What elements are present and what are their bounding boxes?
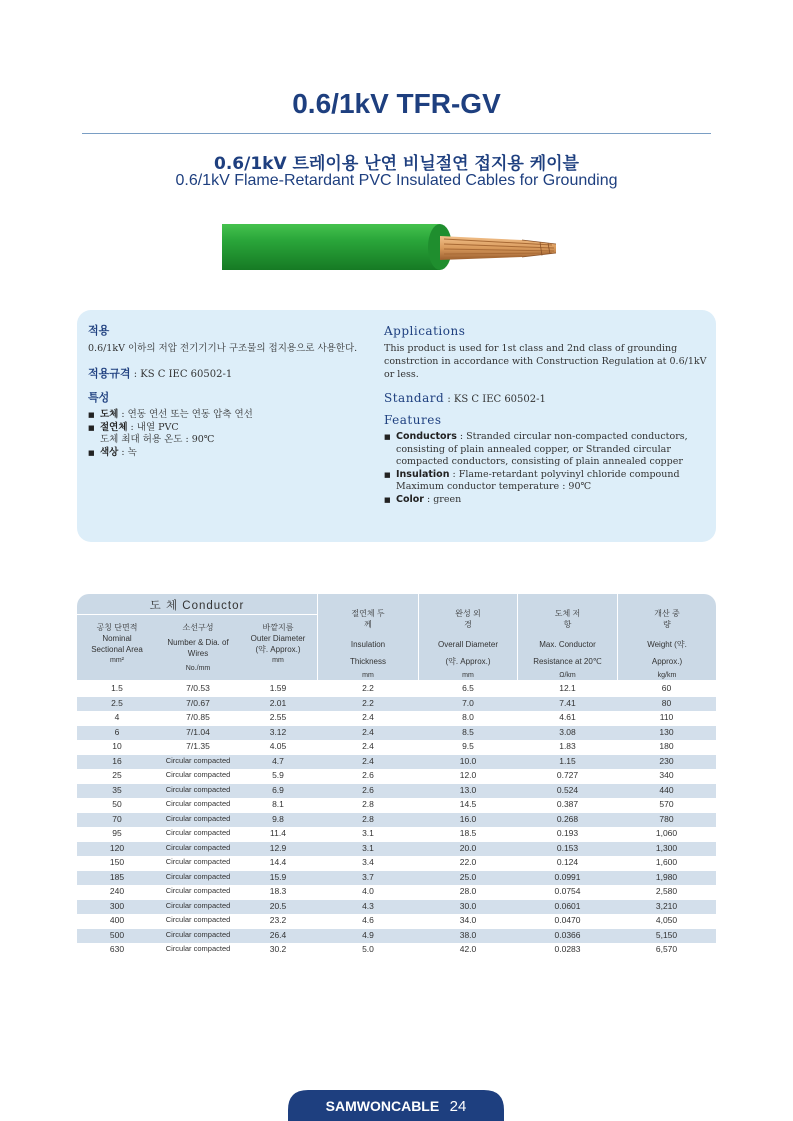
- table-row: [77, 726, 716, 741]
- features-list-en: [384, 431, 714, 506]
- table-cell: 7/0.53: [186, 683, 210, 693]
- column-header-outer-diameter: 바깥지름 Outer Diameter (약. Approx.) mm: [250, 623, 306, 664]
- table-cell: 630: [109, 944, 125, 954]
- table-cell: 28.0: [459, 886, 477, 896]
- table-cell: 180: [659, 741, 674, 751]
- table-cell: 7/0.85: [186, 712, 210, 722]
- table-cell: 4.9: [362, 929, 374, 940]
- table-cell: 2.2: [362, 683, 374, 693]
- conductor-group-divider: [77, 614, 317, 615]
- table-cell: Circular compacted: [165, 857, 231, 866]
- table-row: [77, 769, 716, 784]
- table-row: [77, 885, 716, 900]
- table-cell: 13.0: [459, 784, 477, 795]
- table-cell: Circular compacted: [165, 842, 231, 852]
- table-cell: Circular compacted: [165, 915, 231, 924]
- table-cell: 3.4: [362, 857, 374, 867]
- table-cell: 7.0: [462, 697, 474, 708]
- table-cell: 1,300: [655, 842, 678, 853]
- table-cell: 240: [109, 886, 125, 896]
- table-cell: 2.4: [362, 755, 374, 766]
- table-cell: Circular compacted: [165, 900, 231, 910]
- table-cell: 1.59: [269, 683, 287, 693]
- table-cell: 2.6: [362, 784, 374, 795]
- table-cell: 1,060: [655, 828, 678, 838]
- table-cell: 185: [109, 871, 125, 882]
- table-cell: 0.0366: [554, 929, 581, 940]
- column-header-area: 공칭 단면적 Nominal Sectional Area mm²: [91, 623, 143, 664]
- table-cell: 34.0: [459, 915, 477, 925]
- table-cell: 1,600: [655, 857, 678, 867]
- applications-text-en: This product is used for 1st class and 2nd class of grounding constrction in accordance with Construction Regulation at 0.6/1kV or less.: [384, 343, 707, 380]
- table-cell: 230: [659, 755, 674, 766]
- table-cell: Circular compacted: [165, 770, 231, 779]
- table-cell: 110: [659, 712, 674, 722]
- table-cell: 0.0601: [554, 900, 581, 911]
- subtitle-english: 0.6/1kV Flame-Retardant PVC Insulated Cables for Grounding: [175, 172, 618, 189]
- table-cell: 25: [112, 770, 122, 780]
- table-cell: 50: [112, 799, 122, 809]
- table-cell: 30.0: [459, 900, 477, 911]
- table-row: [77, 697, 716, 712]
- table-cell: 20.0: [459, 842, 477, 853]
- table-cell: 14.4: [269, 857, 287, 867]
- table-cell: 1.83: [559, 741, 576, 751]
- table-cell: 14.5: [459, 799, 477, 809]
- table-cell: 26.4: [269, 929, 287, 940]
- table-cell: 7/0.67: [186, 697, 210, 708]
- applications-heading-en: Applications: [384, 324, 466, 338]
- table-cell: 570: [659, 799, 674, 809]
- table-cell: 1.15: [559, 755, 576, 766]
- table-cell: 1.5: [111, 683, 123, 693]
- table-cell: 400: [109, 915, 125, 925]
- table-cell: 0.727: [556, 770, 579, 780]
- table-cell: 440: [659, 784, 674, 795]
- table-cell: 5.0: [362, 944, 374, 954]
- standard-ko: 적용규격 : KS C IEC 60502-1: [88, 367, 233, 380]
- table-cell: 2.8: [362, 799, 374, 809]
- table-cell: 2.2: [362, 697, 374, 708]
- table-cell: Circular compacted: [165, 886, 231, 895]
- table-cell: 6.9: [272, 784, 284, 795]
- table-cell: 80: [661, 697, 672, 708]
- table-cell: 4.3: [362, 900, 374, 911]
- table-cell: 16.0: [459, 813, 477, 824]
- table-cell: 7/1.35: [186, 741, 210, 751]
- feature-conductors-en: ■ Conductors : Stranded circular non-compacted conductors, consisting of plain annealed copper, or Stranded circular compacted conductors, consisting of plain annealed copper: [384, 431, 714, 469]
- table-cell: 8.0: [462, 712, 474, 722]
- table-cell: 4.7: [272, 755, 284, 766]
- column-header-resistance: 도체 저항 Max. Conductor Resistance at 20℃ Ω/km: [533, 609, 602, 679]
- footer-brand: SAMWONCABLE: [325, 1098, 440, 1114]
- column-header-wires: 소선구성 Number & Dia. of Wires No./mm: [167, 623, 229, 672]
- table-cell: 2.01: [269, 697, 287, 708]
- table-cell: Circular compacted: [165, 784, 231, 794]
- table-cell: 15.9: [269, 871, 287, 882]
- table-row: [77, 900, 716, 915]
- table-cell: 12.0: [459, 770, 477, 780]
- table-cell: 4.0: [362, 886, 374, 896]
- table-cell: 12.1: [559, 683, 576, 693]
- table-cell: 20.5: [269, 900, 287, 911]
- table-cell: 16: [112, 755, 122, 766]
- table-cell: 4.61: [559, 712, 576, 722]
- table-row: [77, 943, 716, 958]
- english-description: [384, 324, 714, 506]
- table-cell: 6: [114, 726, 120, 737]
- table-cell: 2.8: [362, 813, 374, 824]
- table-cell: 3.08: [559, 726, 576, 737]
- table-cell: 6.5: [462, 683, 474, 693]
- page-title: 0.6/1kV TFR-GV: [292, 88, 501, 119]
- table-cell: 18.5: [459, 828, 477, 838]
- table-cell: Circular compacted: [165, 799, 231, 808]
- table-row: [77, 929, 716, 944]
- feature-color-en: ■ Color : green: [384, 494, 714, 507]
- table-cell: 120: [109, 842, 125, 853]
- table-cell: Circular compacted: [165, 813, 231, 823]
- table-cell: Circular compacted: [165, 828, 231, 837]
- table-cell: 4: [114, 712, 120, 722]
- table-cell: 130: [659, 726, 674, 737]
- conductor-group-header: 도 체 Conductor: [149, 600, 245, 612]
- applications-heading-ko: 적용: [88, 324, 110, 337]
- table-cell: 9.8: [272, 813, 284, 824]
- table-cell: 1,980: [655, 871, 678, 882]
- column-header-insulation: 절연체 두께 Insulation Thickness mm: [349, 609, 386, 679]
- table-cell: 0.124: [556, 857, 579, 867]
- table-cell: 10: [112, 741, 122, 751]
- table-cell: 30.2: [269, 944, 287, 954]
- standard-en: Standard : KS C IEC 60502-1: [384, 391, 546, 405]
- table-cell: 500: [109, 929, 125, 940]
- korean-description: [88, 322, 368, 459]
- features-heading-en: Features: [384, 413, 442, 427]
- table-cell: 8.5: [462, 726, 474, 737]
- table-cell: 0.0470: [554, 915, 581, 925]
- applications-text-ko: 0.6/1kV 이하의 저압 전기기기나 구조물의 접지용으로 사용한다.: [88, 343, 358, 354]
- table-cell: 2.5: [111, 697, 123, 708]
- table-cell: 2.4: [362, 726, 374, 737]
- table-cell: 9.5: [462, 741, 474, 751]
- table-cell: 25.0: [459, 871, 477, 882]
- table-cell: 7.41: [559, 697, 576, 708]
- table-row: [77, 711, 716, 726]
- table-cell: 0.0991: [554, 871, 581, 882]
- table-cell: 4,050: [655, 915, 678, 925]
- table-cell: Circular compacted: [165, 871, 231, 881]
- table-row: [77, 871, 716, 886]
- table-cell: 0.193: [556, 828, 579, 838]
- table-body: [77, 682, 716, 958]
- title-divider: [82, 133, 711, 134]
- features-list-ko: [88, 409, 368, 459]
- table-cell: 2.4: [362, 712, 374, 722]
- feature-color-ko: ■ 색상 : 녹: [88, 447, 368, 460]
- subtitle-korean: 0.6/1kV 트레이용 난연 비닐절연 접지용 케이블: [214, 154, 579, 174]
- table-row: [77, 682, 716, 697]
- column-header-overall-diameter: 완성 외경 Overall Diameter (약. Approx.) mm: [437, 609, 498, 679]
- table-cell: 340: [659, 770, 674, 780]
- table-cell: 38.0: [459, 929, 477, 940]
- table-cell: 3.1: [362, 842, 374, 853]
- table-cell: Circular compacted: [165, 755, 231, 765]
- table-cell: 6,570: [655, 944, 678, 954]
- table-cell: 2.6: [362, 770, 374, 780]
- table-cell: Circular compacted: [165, 929, 231, 939]
- column-header-weight: 개산 중량 Weight (약. Approx.) kg/km: [647, 609, 687, 679]
- table-row: [77, 827, 716, 842]
- table-row: [77, 740, 716, 755]
- table-cell: 5,150: [655, 929, 678, 940]
- cable-illustration: [222, 222, 562, 274]
- feature-insulation-en: ■ Insulation : Flame-retardant polyvinyl chloride compound Maximum conductor temperature : 90℃: [384, 469, 714, 494]
- table-cell: 300: [109, 900, 125, 911]
- table-cell: 0.153: [556, 842, 579, 853]
- table-cell: 18.3: [269, 886, 287, 896]
- table-cell: 22.0: [459, 857, 477, 867]
- table-cell: 150: [109, 857, 125, 867]
- table-row: [77, 798, 716, 813]
- table-cell: 0.268: [556, 813, 579, 824]
- page-number: 24: [449, 1098, 467, 1115]
- table-cell: 0.0283: [554, 944, 581, 954]
- table-cell: 60: [661, 683, 672, 693]
- table-cell: 8.1: [272, 799, 284, 809]
- table-cell: 35: [112, 784, 122, 795]
- table-row: [77, 842, 716, 857]
- table-cell: 4.05: [269, 741, 287, 751]
- table-cell: 0.387: [556, 799, 579, 809]
- table-row: [77, 914, 716, 929]
- table-cell: 2,580: [655, 886, 678, 896]
- table-cell: 12.9: [269, 842, 287, 853]
- table-cell: 3,210: [655, 900, 678, 911]
- table-cell: 2.4: [362, 741, 374, 751]
- table-row: [77, 856, 716, 871]
- feature-conductor-ko: ■ 도체 : 연동 연선 또는 연동 압축 연선: [88, 409, 368, 422]
- table-cell: 780: [659, 813, 674, 824]
- table-cell: 23.2: [269, 915, 287, 925]
- table-cell: Circular compacted: [165, 944, 231, 953]
- table-row: [77, 813, 716, 828]
- table-row: [77, 784, 716, 799]
- table-row: [77, 755, 716, 770]
- table-cell: 3.7: [362, 871, 374, 882]
- table-cell: 0.524: [556, 784, 579, 795]
- table-cell: 70: [112, 813, 122, 824]
- table-cell: 5.9: [272, 770, 284, 780]
- table-cell: 3.1: [362, 828, 374, 838]
- table-cell: 0.0754: [554, 886, 581, 896]
- table-cell: 10.0: [459, 755, 477, 766]
- table-cell: 4.6: [362, 915, 374, 925]
- footer: [288, 1098, 504, 1116]
- features-heading-ko: 특성: [88, 391, 110, 404]
- table-cell: 95: [112, 828, 122, 838]
- table-cell: 42.0: [459, 944, 477, 954]
- table-cell: 3.12: [269, 726, 287, 737]
- table-cell: 11.4: [270, 828, 286, 838]
- feature-insulation-ko: ■ 절연체 : 내열 PVC 도체 최대 허용 온도 : 90℃: [88, 422, 368, 447]
- table-cell: 7/1.04: [186, 726, 210, 737]
- table-cell: 2.55: [269, 712, 287, 722]
